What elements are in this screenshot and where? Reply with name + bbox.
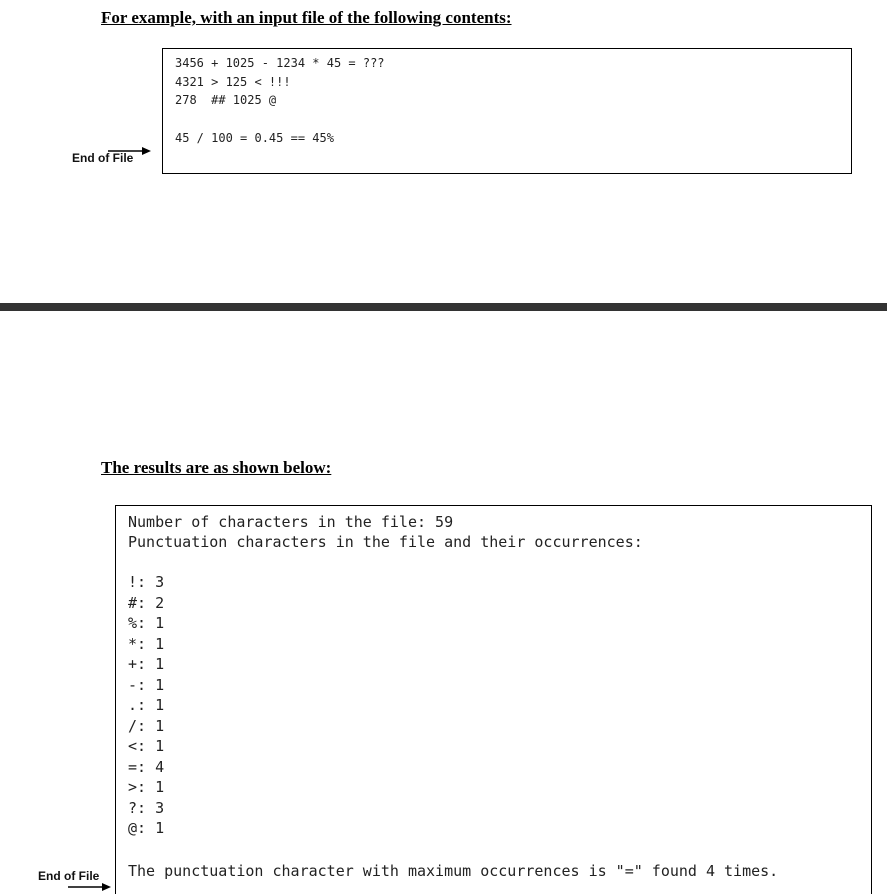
end-of-file-arrow-icon [68, 882, 112, 892]
count-line: *: 1 [128, 635, 165, 653]
input-example-heading: For example, with an input file of the following contents: [101, 8, 512, 27]
input-line: 278 ## 1025 @ [175, 93, 277, 107]
count-line: =: 4 [128, 758, 165, 776]
end-of-file-label: End of File [38, 869, 100, 883]
max-occurrence-line: The punctuation character with maximum occurrences is "=" found 4 times. [128, 862, 779, 880]
results-output-box [115, 505, 872, 894]
results-heading: The results are as shown below: [101, 458, 332, 477]
count-line: .: 1 [128, 696, 165, 714]
input-line: 3456 + 1025 - 1234 * 45 = ??? [175, 56, 385, 70]
count-line: @: 1 [128, 819, 165, 837]
count-line: #: 2 [128, 594, 165, 612]
count-line: ?: 3 [128, 799, 165, 817]
count-line: >: 1 [128, 778, 165, 796]
input-file-box [162, 48, 852, 174]
end-of-file-arrow-icon [108, 146, 152, 156]
input-line: 4321 > 125 < !!! [175, 75, 291, 89]
input-line: 45 / 100 = 0.45 == 45% [175, 131, 334, 145]
count-line: /: 1 [128, 717, 165, 735]
count-line: %: 1 [128, 614, 165, 632]
summary-line: Punctuation characters in the file and their occurrences: [128, 533, 643, 551]
summary-line: Number of characters in the file: 59 [128, 513, 454, 531]
count-line: +: 1 [128, 655, 165, 673]
count-line: -: 1 [128, 676, 165, 694]
count-line: <: 1 [128, 737, 165, 755]
section-divider [0, 303, 887, 311]
end-of-file-label: End of File [72, 151, 134, 165]
count-line: !: 3 [128, 573, 165, 591]
